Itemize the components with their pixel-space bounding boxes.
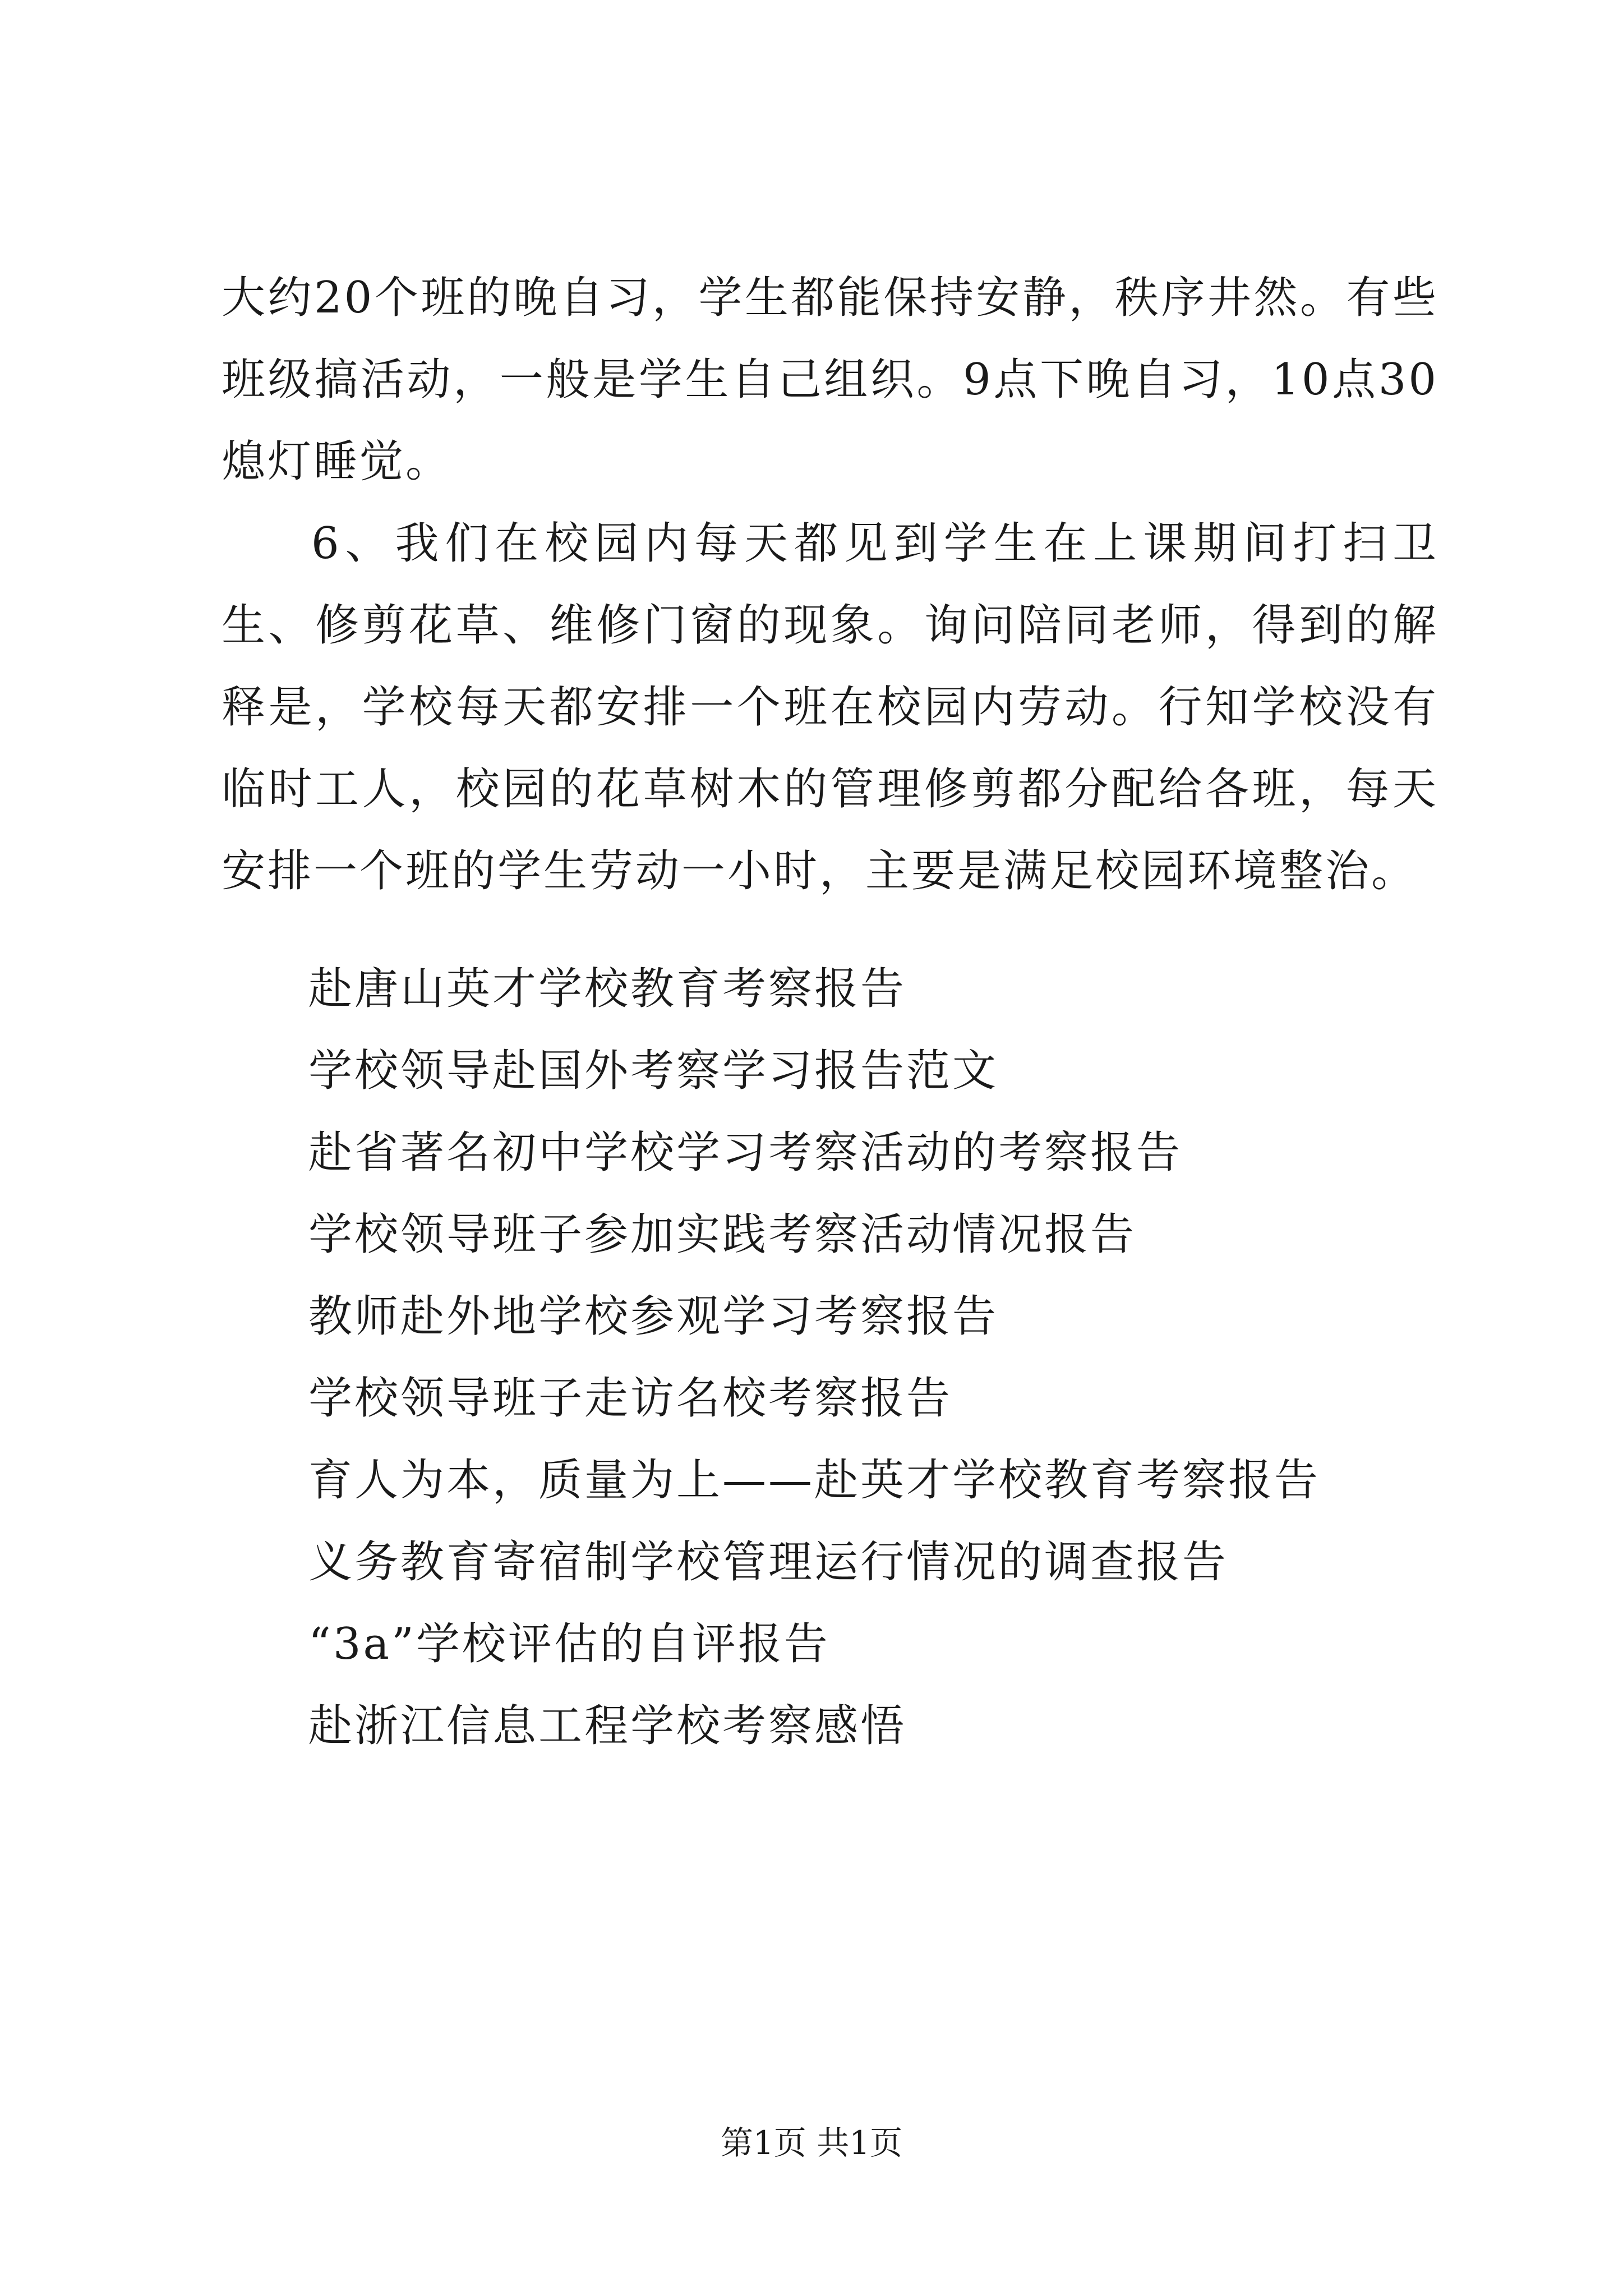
related-title-item: “3a”学校评估的自评报告: [308, 1619, 830, 1669]
related-title-item: 育人为本，质量为上——赴英才学校教育考察报告: [308, 1455, 1321, 1506]
related-title-item: 赴唐山英才学校教育考察报告: [308, 964, 907, 1014]
related-titles-list: [308, 948, 1430, 1767]
paragraph-evening-study: 大约20个班的晚自习，学生都能保持安静，秩序井然。有些班级搞活动，一般是学生自己组织。9点下晚自习，10点30熄灯睡觉。: [222, 273, 1438, 487]
related-title-item: 义务教育寄宿制学校管理运行情况的调查报告: [308, 1537, 1229, 1588]
related-title-item: 教师赴外地学校参观学习考察报告: [308, 1291, 999, 1342]
related-title-item: 学校领导赴国外考察学习报告范文: [308, 1046, 999, 1096]
document-body: [222, 257, 1438, 912]
related-title-item: 学校领导班子参加实践考察活动情况报告: [308, 1209, 1137, 1260]
paragraph-campus-labor: 6、我们在校园内每天都见到学生在上课期间打扫卫生、修剪花草、维修门窗的现象。询问陪同老师，得到的解释是，学校每天都安排一个班在校园内劳动。行知学校没有临时工人，校园的花草树木的管理修剪都分配给各班，每天安排一个班的学生劳动一小时，主要是满足校园环境整治。: [222, 518, 1438, 896]
related-title-item: 赴浙江信息工程学校考察感悟: [308, 1701, 907, 1751]
related-title-item: 学校领导班子走访名校考察报告: [308, 1373, 953, 1424]
related-title-item: 赴省著名初中学校学习考察活动的考察报告: [308, 1128, 1183, 1178]
page-footer: 第1页 共1页: [720, 2124, 903, 2162]
